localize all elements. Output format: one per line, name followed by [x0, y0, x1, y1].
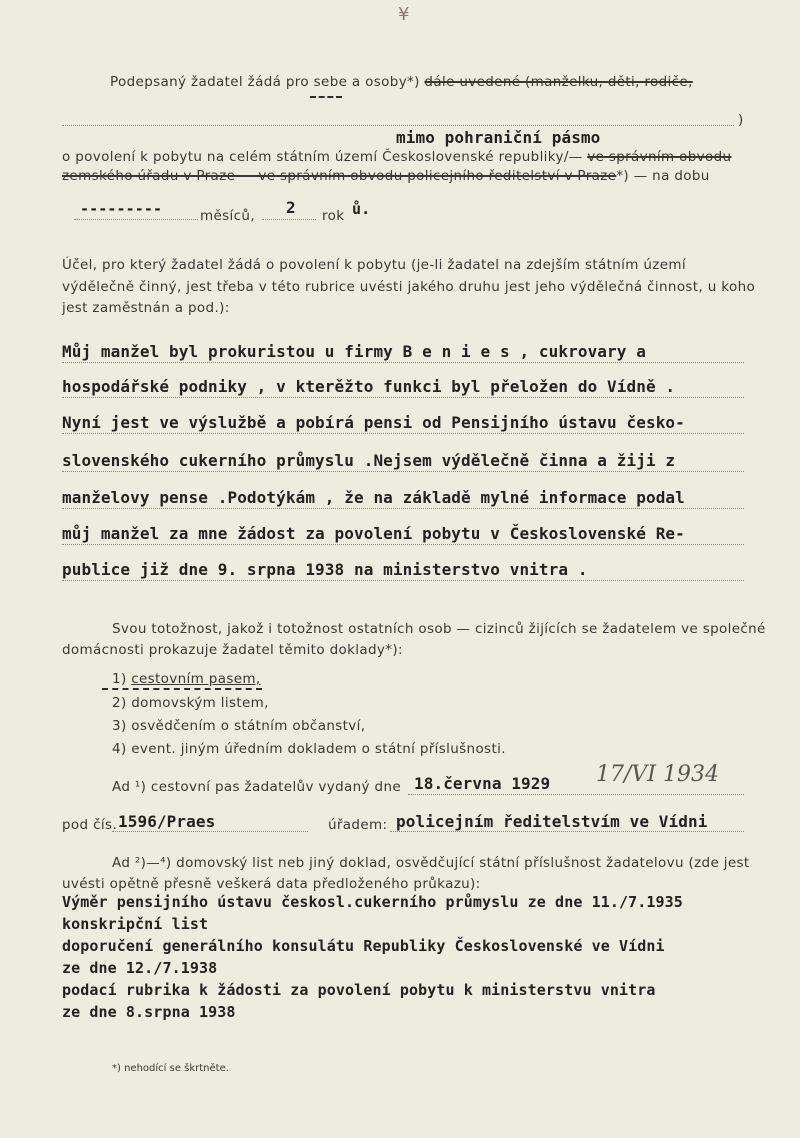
other-docs-line-1: Ad ²)—⁴) domovský list neb jiný doklad, osvědčující státní příslušnost žadatelovu (zde jest	[112, 855, 750, 871]
purpose-line-2: výdělečně činný, jest třeba v této rubrice uvésti jakého druhu jest jeho výdělečná činnost, u koho	[62, 279, 756, 295]
other-docs-typed-3: doporučení generálního konsulátu Republiky Československé ve Vídni	[62, 937, 665, 955]
footnote: *) nehodící se škrtněte.	[112, 1063, 229, 1074]
handwritten-date: 17/VI 1934	[596, 762, 719, 787]
office-label: úřadem:	[328, 817, 388, 833]
intro-line: Podepsaný žadatel žádá pro sebe a osoby*) dále uvedené (manželku, děti, rodiče,	[110, 74, 693, 90]
years-label: rok	[322, 208, 345, 224]
other-docs-line-2: uvésti opětně přesně veškerá data předloženého průkazu):	[62, 876, 481, 892]
purpose-typed-3: Nyní jest ve výslužbě a pobírá pensi od Pensijního ústavu česko-	[62, 413, 685, 432]
struck-persons: dále uvedené (manželku, děti, rodiče,	[424, 74, 693, 90]
months-value: ---------	[80, 200, 163, 218]
years-suffix: ů.	[352, 200, 371, 218]
passport-label: Ad ¹) cestovní pas žadatelův vydaný dne	[112, 779, 402, 795]
struck-obvod: ve správním obvodu	[587, 149, 732, 165]
paper-fold-mark: ¥	[398, 4, 410, 25]
passport-number: 1596/Praes	[118, 812, 216, 831]
document-item-1: 1) cestovním pasem,	[112, 671, 261, 687]
purpose-typed-4: slovenského cukerního průmyslu .Nejsem výdělečně činna a žiji z	[62, 451, 676, 470]
passport-office-line	[390, 831, 744, 832]
other-docs-typed-1: Výměr pensijního ústavu českosl.cukerního průmyslu ze dne 11./7.1935	[62, 893, 683, 911]
passport-number-label: pod čís.	[62, 817, 117, 833]
other-docs-typed-6: ze dne 8.srpna 1938	[62, 1003, 236, 1021]
purpose-typed-1: Můj manžel byl prokuristou u firmy B e n i e s , cukrovary a	[62, 342, 646, 361]
dash-underline	[310, 96, 342, 98]
purpose-line-3: jest zaměstnán a pod.):	[62, 300, 230, 316]
other-docs-typed-5: podací rubrika k žádosti za povolení pobytu k ministerstvu vnitra	[62, 981, 656, 999]
permit-line-2: zemského úřadu v Praze — ve správním obvodu policejního ředitelství v Praze*) — na dobu	[62, 168, 710, 184]
purpose-typed-7: publice již dne 9. srpna 1938 na ministerstvo vnitra .	[62, 560, 588, 579]
document-item-2: 2) domovským listem,	[112, 695, 269, 711]
purpose-dotline-5	[62, 508, 744, 509]
purpose-dotline-1	[62, 362, 744, 363]
purpose-dotline-6	[62, 544, 744, 545]
other-docs-typed-2: konskripční list	[62, 915, 209, 933]
purpose-dotline-2	[62, 397, 744, 398]
passport-issue-date: 18.června 1929	[414, 774, 551, 793]
purpose-dotline-4	[62, 471, 744, 472]
persons-blank-line	[62, 125, 734, 126]
closing-paren: )	[738, 112, 744, 128]
months-blank	[74, 219, 198, 220]
years-value: 2	[286, 198, 296, 217]
years-blank	[262, 219, 316, 220]
other-docs-typed-4: ze dne 12./7.1938	[62, 959, 218, 977]
passport-date-line	[408, 794, 744, 795]
purpose-typed-6: můj manžel za mne žádost za povolení pobytu v Československé Re-	[62, 524, 685, 543]
identity-line-1: Svou totožnost, jakož i totožnost ostatních osob — cizinců žijících se žadatelem ve společné	[112, 621, 766, 637]
purpose-typed-5: manželovy pense .Podotýkám , že na základě mylné informace podal	[62, 488, 685, 507]
document-item-4: 4) event. jiným úředním dokladem o státní příslušnosti.	[112, 741, 506, 757]
document-1-underline	[102, 688, 262, 690]
purpose-typed-2: hospodářské podniky , v kterěžto funkci byl přeložen do Vídně .	[62, 377, 676, 396]
passport-office: policejním ředitelstvím ve Vídni	[396, 812, 708, 831]
purpose-dotline-3	[62, 433, 744, 434]
identity-line-2: domácnosti prokazuje žadatel těmito doklady*):	[62, 642, 403, 658]
passport-number-line	[112, 831, 308, 832]
months-label: měsíců,	[200, 208, 255, 224]
document-item-3: 3) osvědčením o státním občanství,	[112, 718, 366, 734]
typed-scope: mimo pohraniční pásmo	[396, 128, 601, 147]
purpose-line-1: Účel, pro který žadatel žádá o povolení k pobytu (je-li žadatel na zdejším státním území	[62, 257, 686, 273]
purpose-dotline-7	[62, 580, 744, 581]
struck-zemsky-urad: zemského úřadu v Praze — ve správním obvodu policejního ředitelství v Praze	[62, 168, 617, 184]
permit-line-1: o povolení k pobytu na celém státním území Československé republiky/— ve správním obvodu	[62, 149, 732, 165]
